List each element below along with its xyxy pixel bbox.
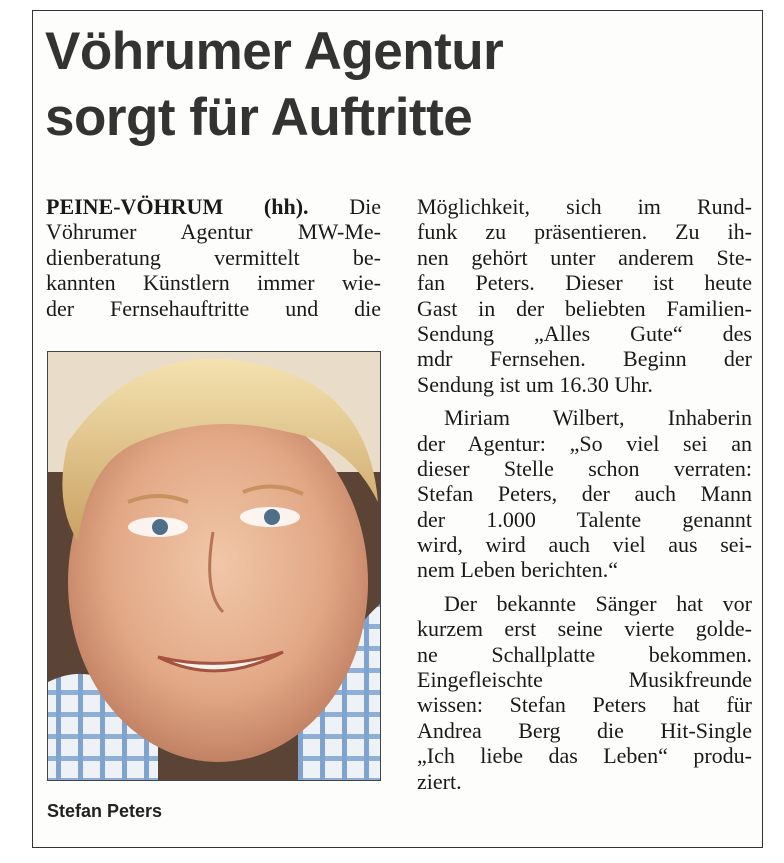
text-line: Sendung „Alles Gute“ des xyxy=(417,320,752,346)
paragraph-gap xyxy=(417,397,752,405)
text-line: Stefan Peters, der auch Mann xyxy=(417,481,752,507)
headline-line: sorgt für Auftritte xyxy=(45,88,473,147)
text-line: ne Schallplatte bekommen. xyxy=(417,641,752,667)
text-line: wird, wird auch viel aus sei- xyxy=(417,532,752,558)
text-line: kurzem erst seine vierte golde- xyxy=(417,616,752,642)
text-line: Sendung ist um 16.30 Uhr. xyxy=(417,371,653,397)
text-line: kannten Künstlern immer wie- xyxy=(46,270,381,296)
text-line: mdr Fernsehen. Beginn der xyxy=(417,346,752,372)
text-line: der 1.000 Talente genannt xyxy=(417,506,752,532)
text-line: ziert. xyxy=(417,768,462,794)
first-line-rest: Die xyxy=(308,194,382,219)
left-column xyxy=(46,194,381,321)
text-line: „Ich liebe das Leben“ produ- xyxy=(417,743,752,769)
headline-line: Vöhrumer Agentur xyxy=(45,22,504,81)
text-line: Gast in der beliebten Familien- xyxy=(417,295,752,321)
text-line: dieser Stelle schon verraten: xyxy=(417,455,752,481)
text-line: Vöhrumer Agentur MW-Me- xyxy=(46,219,381,245)
text-line: nen gehört unter anderem Ste- xyxy=(417,244,752,270)
headline xyxy=(45,19,745,151)
text-line: wissen: Stefan Peters hat für xyxy=(417,692,752,718)
text-line: der Fernsehauftritte und die xyxy=(46,295,381,321)
text-line: der Agentur: „So viel sei an xyxy=(417,430,752,456)
newspaper-clipping xyxy=(32,10,763,848)
photo-caption: Stefan Peters xyxy=(47,801,163,821)
paragraph-gap xyxy=(417,583,752,591)
text-line: funk zu präsentieren. Zu ih- xyxy=(417,219,752,245)
portrait-photo xyxy=(47,351,381,781)
text-line: fan Peters. Dieser ist heute xyxy=(417,270,752,296)
text-line xyxy=(46,194,381,219)
portrait-illustration xyxy=(48,352,381,781)
text-line: Miriam Wilbert, Inhaberin xyxy=(444,405,752,431)
text-line: Möglichkeit, sich im Rund- xyxy=(417,194,752,219)
text-line: dienberatung vermittelt be- xyxy=(46,244,381,270)
text-line: Der bekannte Sänger hat vor xyxy=(444,590,752,616)
right-column xyxy=(417,194,752,794)
text-line: Eingefleischte Musikfreunde xyxy=(417,667,752,693)
text-line: nem Leben berichten.“ xyxy=(417,557,618,583)
dateline: PEINE-VÖHRUM (hh). xyxy=(46,194,309,219)
text-line: Andrea Berg die Hit-Single xyxy=(417,717,752,743)
